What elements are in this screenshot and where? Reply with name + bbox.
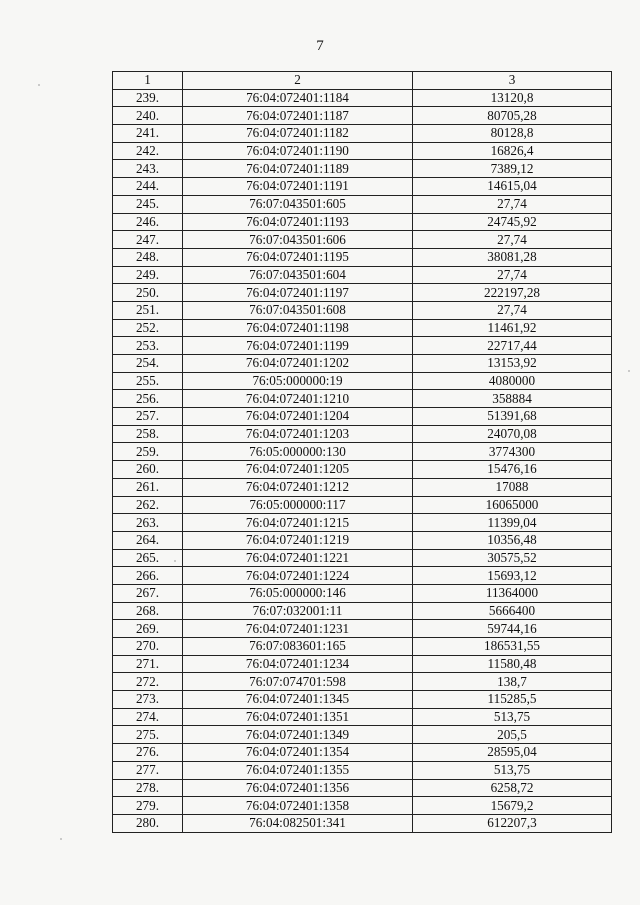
cadastral-number-cell: 76:04:072401:1349 bbox=[183, 726, 413, 744]
value-cell: 24745,92 bbox=[413, 213, 612, 231]
value-cell: 612207,3 bbox=[413, 814, 612, 832]
cadastral-number-cell: 76:04:072401:1351 bbox=[183, 708, 413, 726]
row-index-cell: 267. bbox=[113, 584, 183, 602]
value-cell: 59744,16 bbox=[413, 620, 612, 638]
value-cell: 3774300 bbox=[413, 443, 612, 461]
row-index-cell: 251. bbox=[113, 301, 183, 319]
row-index-cell: 259. bbox=[113, 443, 183, 461]
cadastral-number-cell: 76:04:082501:341 bbox=[183, 814, 413, 832]
row-index-cell: 243. bbox=[113, 160, 183, 178]
row-index-cell: 261. bbox=[113, 478, 183, 496]
value-cell: 222197,28 bbox=[413, 284, 612, 302]
table-row bbox=[113, 478, 612, 496]
table-row bbox=[113, 301, 612, 319]
row-index-cell: 266. bbox=[113, 567, 183, 585]
row-index-cell: 274. bbox=[113, 708, 183, 726]
value-cell: 138,7 bbox=[413, 673, 612, 691]
value-cell: 15693,12 bbox=[413, 567, 612, 585]
value-cell: 6258,72 bbox=[413, 779, 612, 797]
table-row bbox=[113, 461, 612, 479]
cadastral-number-cell: 76:04:072401:1221 bbox=[183, 549, 413, 567]
value-cell: 358884 bbox=[413, 390, 612, 408]
cadastral-number-cell: 76:04:072401:1354 bbox=[183, 744, 413, 762]
table-row bbox=[113, 89, 612, 107]
table-row bbox=[113, 655, 612, 673]
row-index-cell: 255. bbox=[113, 372, 183, 390]
cadastral-number-cell: 76:04:072401:1224 bbox=[183, 567, 413, 585]
value-cell: 16826,4 bbox=[413, 142, 612, 160]
value-cell: 27,74 bbox=[413, 195, 612, 213]
row-index-cell: 244. bbox=[113, 178, 183, 196]
cadastral-number-cell: 76:04:072401:1210 bbox=[183, 390, 413, 408]
cadastral-number-cell: 76:04:072401:1195 bbox=[183, 248, 413, 266]
table-row bbox=[113, 744, 612, 762]
row-index-cell: 245. bbox=[113, 195, 183, 213]
table-row bbox=[113, 284, 612, 302]
row-index-cell: 279. bbox=[113, 797, 183, 815]
row-index-cell: 241. bbox=[113, 125, 183, 143]
row-index-cell: 280. bbox=[113, 814, 183, 832]
table-row bbox=[113, 248, 612, 266]
cadastral-number-cell: 76:05:000000:117 bbox=[183, 496, 413, 514]
row-index-cell: 271. bbox=[113, 655, 183, 673]
row-index-cell: 262. bbox=[113, 496, 183, 514]
row-index-cell: 257. bbox=[113, 408, 183, 426]
row-index-cell: 270. bbox=[113, 638, 183, 656]
value-cell: 15679,2 bbox=[413, 797, 612, 815]
row-index-cell: 252. bbox=[113, 319, 183, 337]
value-cell: 5666400 bbox=[413, 602, 612, 620]
table-row bbox=[113, 708, 612, 726]
cadastral-number-cell: 76:05:000000:19 bbox=[183, 372, 413, 390]
row-index-cell: 263. bbox=[113, 514, 183, 532]
cadastral-number-cell: 76:07:074701:598 bbox=[183, 673, 413, 691]
value-cell: 7389,12 bbox=[413, 160, 612, 178]
row-index-cell: 239. bbox=[113, 89, 183, 107]
value-cell: 11399,04 bbox=[413, 514, 612, 532]
value-cell: 186531,55 bbox=[413, 638, 612, 656]
cadastral-number-cell: 76:04:072401:1358 bbox=[183, 797, 413, 815]
row-index-cell: 249. bbox=[113, 266, 183, 284]
cadastral-number-cell: 76:04:072401:1219 bbox=[183, 531, 413, 549]
cadastral-table bbox=[112, 71, 612, 833]
cadastral-number-cell: 76:04:072401:1203 bbox=[183, 425, 413, 443]
cadastral-number-cell: 76:04:072401:1202 bbox=[183, 355, 413, 373]
cadastral-number-cell: 76:04:072401:1345 bbox=[183, 691, 413, 709]
value-cell: 38081,28 bbox=[413, 248, 612, 266]
value-cell: 15476,16 bbox=[413, 461, 612, 479]
table-row bbox=[113, 691, 612, 709]
row-index-cell: 260. bbox=[113, 461, 183, 479]
table-row bbox=[113, 372, 612, 390]
row-index-cell: 248. bbox=[113, 248, 183, 266]
value-cell: 28595,04 bbox=[413, 744, 612, 762]
table-row bbox=[113, 584, 612, 602]
value-cell: 11461,92 bbox=[413, 319, 612, 337]
table-row bbox=[113, 814, 612, 832]
table-row bbox=[113, 531, 612, 549]
value-cell: 22717,44 bbox=[413, 337, 612, 355]
page-number: 7 bbox=[316, 38, 324, 54]
cadastral-number-cell: 76:04:072401:1193 bbox=[183, 213, 413, 231]
cadastral-number-cell: 76:04:072401:1199 bbox=[183, 337, 413, 355]
row-index-cell: 277. bbox=[113, 761, 183, 779]
table-row bbox=[113, 160, 612, 178]
row-index-cell: 254. bbox=[113, 355, 183, 373]
cadastral-number-cell: 76:04:072401:1184 bbox=[183, 89, 413, 107]
cadastral-number-cell: 76:07:043501:606 bbox=[183, 231, 413, 249]
value-cell: 24070,08 bbox=[413, 425, 612, 443]
table-row bbox=[113, 408, 612, 426]
cadastral-number-cell: 76:04:072401:1355 bbox=[183, 761, 413, 779]
table-row bbox=[113, 620, 612, 638]
table-row bbox=[113, 213, 612, 231]
table-row bbox=[113, 195, 612, 213]
row-index-cell: 272. bbox=[113, 673, 183, 691]
value-cell: 27,74 bbox=[413, 266, 612, 284]
row-index-cell: 264. bbox=[113, 531, 183, 549]
row-index-cell: 253. bbox=[113, 337, 183, 355]
cadastral-number-cell: 76:07:032001:11 bbox=[183, 602, 413, 620]
value-cell: 513,75 bbox=[413, 761, 612, 779]
cadastral-number-cell: 76:05:000000:146 bbox=[183, 584, 413, 602]
table-row bbox=[113, 602, 612, 620]
table-row bbox=[113, 638, 612, 656]
table-row bbox=[113, 496, 612, 514]
cadastral-number-cell: 76:04:072401:1197 bbox=[183, 284, 413, 302]
cadastral-number-cell: 76:07:043501:604 bbox=[183, 266, 413, 284]
table-row bbox=[113, 425, 612, 443]
scan-speck bbox=[628, 370, 630, 372]
row-index-cell: 273. bbox=[113, 691, 183, 709]
cadastral-number-cell: 76:04:072401:1198 bbox=[183, 319, 413, 337]
column-header-value: 3 bbox=[413, 72, 612, 90]
table-row bbox=[113, 761, 612, 779]
table-row bbox=[113, 107, 612, 125]
cadastral-number-cell: 76:04:072401:1204 bbox=[183, 408, 413, 426]
table-row bbox=[113, 390, 612, 408]
value-cell: 10356,48 bbox=[413, 531, 612, 549]
table-row bbox=[113, 443, 612, 461]
row-index-cell: 268. bbox=[113, 602, 183, 620]
table-row bbox=[113, 549, 612, 567]
row-index-cell: 240. bbox=[113, 107, 183, 125]
value-cell: 11364000 bbox=[413, 584, 612, 602]
cadastral-number-cell: 76:04:072401:1234 bbox=[183, 655, 413, 673]
cadastral-number-cell: 76:04:072401:1212 bbox=[183, 478, 413, 496]
value-cell: 51391,68 bbox=[413, 408, 612, 426]
column-header-cadastral-number: 2 bbox=[183, 72, 413, 90]
row-index-cell: 250. bbox=[113, 284, 183, 302]
value-cell: 513,75 bbox=[413, 708, 612, 726]
table-row bbox=[113, 514, 612, 532]
cadastral-number-cell: 76:04:072401:1189 bbox=[183, 160, 413, 178]
cadastral-number-cell: 76:04:072401:1215 bbox=[183, 514, 413, 532]
cadastral-number-cell: 76:07:043501:608 bbox=[183, 301, 413, 319]
row-index-cell: 242. bbox=[113, 142, 183, 160]
cadastral-number-cell: 76:07:043501:605 bbox=[183, 195, 413, 213]
row-index-cell: 256. bbox=[113, 390, 183, 408]
table-row bbox=[113, 319, 612, 337]
row-index-cell: 247. bbox=[113, 231, 183, 249]
scan-speck bbox=[60, 838, 62, 840]
row-index-cell: 278. bbox=[113, 779, 183, 797]
cadastral-number-cell: 76:07:083601:165 bbox=[183, 638, 413, 656]
table-row bbox=[113, 178, 612, 196]
cadastral-number-cell: 76:04:072401:1187 bbox=[183, 107, 413, 125]
table-row bbox=[113, 726, 612, 744]
cadastral-number-cell: 76:04:072401:1356 bbox=[183, 779, 413, 797]
table-row bbox=[113, 231, 612, 249]
cadastral-number-cell: 76:05:000000:130 bbox=[183, 443, 413, 461]
row-index-cell: 269. bbox=[113, 620, 183, 638]
table-row bbox=[113, 567, 612, 585]
table-row bbox=[113, 673, 612, 691]
row-index-cell: 275. bbox=[113, 726, 183, 744]
cadastral-number-cell: 76:04:072401:1231 bbox=[183, 620, 413, 638]
row-index-cell: 265. bbox=[113, 549, 183, 567]
row-index-cell: 258. bbox=[113, 425, 183, 443]
value-cell: 14615,04 bbox=[413, 178, 612, 196]
value-cell: 205,5 bbox=[413, 726, 612, 744]
cadastral-number-cell: 76:04:072401:1205 bbox=[183, 461, 413, 479]
scan-speck bbox=[174, 560, 176, 562]
table-row bbox=[113, 125, 612, 143]
value-cell: 13120,8 bbox=[413, 89, 612, 107]
value-cell: 16065000 bbox=[413, 496, 612, 514]
value-cell: 4080000 bbox=[413, 372, 612, 390]
value-cell: 80705,28 bbox=[413, 107, 612, 125]
value-cell: 30575,52 bbox=[413, 549, 612, 567]
row-index-cell: 246. bbox=[113, 213, 183, 231]
table-row bbox=[113, 337, 612, 355]
scan-speck bbox=[38, 84, 40, 86]
row-index-cell: 276. bbox=[113, 744, 183, 762]
value-cell: 17088 bbox=[413, 478, 612, 496]
value-cell: 11580,48 bbox=[413, 655, 612, 673]
value-cell: 80128,8 bbox=[413, 125, 612, 143]
cadastral-number-cell: 76:04:072401:1182 bbox=[183, 125, 413, 143]
value-cell: 115285,5 bbox=[413, 691, 612, 709]
column-header-index: 1 bbox=[113, 72, 183, 90]
table-header-row bbox=[113, 72, 612, 90]
value-cell: 27,74 bbox=[413, 301, 612, 319]
cadastral-number-cell: 76:04:072401:1190 bbox=[183, 142, 413, 160]
value-cell: 27,74 bbox=[413, 231, 612, 249]
table-row bbox=[113, 797, 612, 815]
cadastral-number-cell: 76:04:072401:1191 bbox=[183, 178, 413, 196]
table-row bbox=[113, 355, 612, 373]
table-row bbox=[113, 266, 612, 284]
value-cell: 13153,92 bbox=[413, 355, 612, 373]
table-row bbox=[113, 142, 612, 160]
table-row bbox=[113, 779, 612, 797]
